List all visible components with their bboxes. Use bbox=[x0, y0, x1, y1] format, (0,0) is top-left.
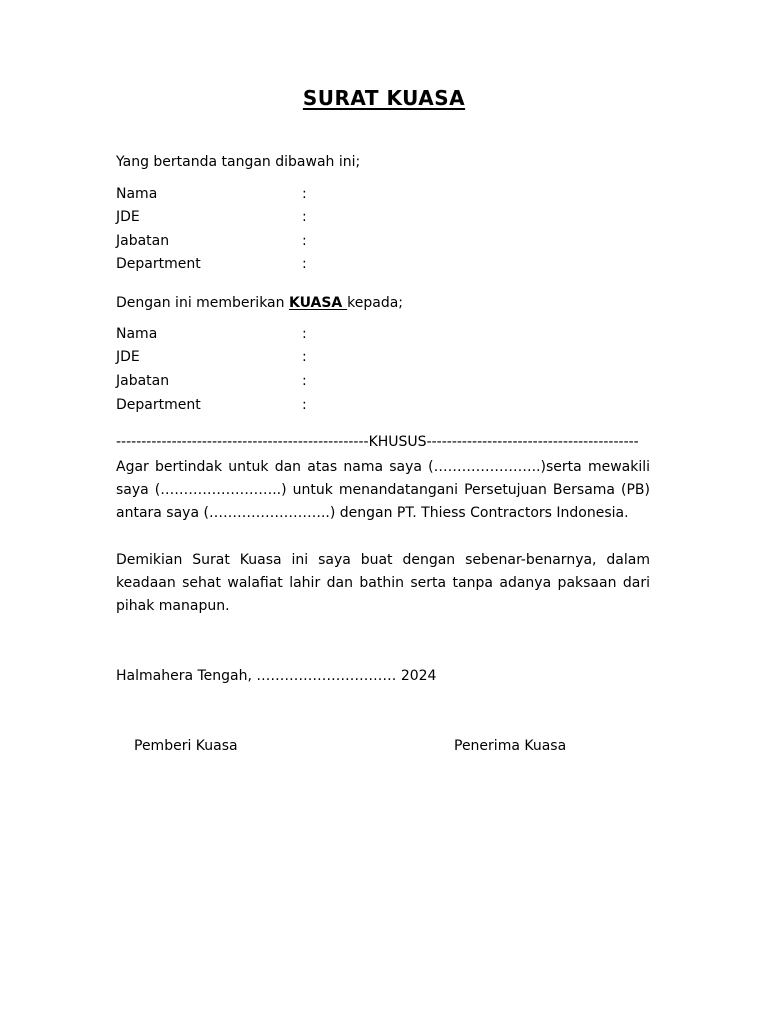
grantee-field-nama bbox=[116, 326, 656, 346]
paragraph-line: Agar bertindak untuk dan atas nama saya (…………………..)serta mewakili bbox=[116, 459, 650, 475]
document-title bbox=[0, 86, 768, 110]
grant-sentence-emphasis: KUASA bbox=[288, 295, 348, 311]
paragraph-line: keadaan sehat walafiat lahir dan bathin serta tanpa adanya paksaan dari bbox=[116, 575, 650, 591]
intro-text: Yang bertanda tangan dibawah ini; bbox=[116, 154, 361, 170]
grantor-signature-label: Pemberi Kuasa bbox=[134, 738, 238, 754]
field-colon: : bbox=[302, 349, 307, 365]
grantor-field-jabatan bbox=[116, 233, 656, 253]
paragraph-line: saya (……………………..) untuk menandatangani Persetujuan Bersama (PB) bbox=[116, 482, 650, 498]
place-date: Halmahera Tengah, ………………………… 2024 bbox=[116, 668, 437, 684]
khusus-divider: --------------------------------------------------KHUSUS------------------------------------------ bbox=[116, 434, 639, 450]
grantor-field-jde bbox=[116, 209, 656, 229]
grant-sentence-before: Dengan ini memberikan bbox=[116, 295, 289, 311]
grantee-field-jde bbox=[116, 349, 656, 369]
grantee-field-department bbox=[116, 397, 656, 417]
grantee-field-jabatan bbox=[116, 373, 656, 393]
field-colon: : bbox=[302, 233, 307, 249]
field-label: Department bbox=[116, 397, 201, 413]
field-colon: : bbox=[302, 256, 307, 272]
field-label: JDE bbox=[116, 209, 140, 225]
grantee-signature-label: Penerima Kuasa bbox=[454, 738, 567, 754]
field-colon: : bbox=[302, 373, 307, 389]
field-label: Nama bbox=[116, 326, 158, 342]
paragraph-line: pihak manapun. bbox=[116, 598, 230, 614]
field-colon: : bbox=[302, 326, 307, 342]
grantor-field-department bbox=[116, 256, 656, 276]
grant-sentence bbox=[116, 295, 403, 311]
field-label: JDE bbox=[116, 349, 140, 365]
field-label: Jabatan bbox=[116, 373, 170, 389]
field-colon: : bbox=[302, 397, 307, 413]
field-colon: : bbox=[302, 186, 307, 202]
paragraph-line: Demikian Surat Kuasa ini saya buat dengan sebenar-benarnya, dalam bbox=[116, 552, 650, 568]
field-label: Jabatan bbox=[116, 233, 170, 249]
title-text: SURAT KUASA bbox=[302, 86, 466, 110]
field-label: Nama bbox=[116, 186, 158, 202]
field-colon: : bbox=[302, 209, 307, 225]
paragraph-line: antara saya (……………………..) dengan PT. Thiess Contractors Indonesia. bbox=[116, 505, 629, 521]
field-label: Department bbox=[116, 256, 201, 272]
grantor-field-nama bbox=[116, 186, 656, 206]
grant-sentence-after: kepada; bbox=[347, 295, 404, 311]
